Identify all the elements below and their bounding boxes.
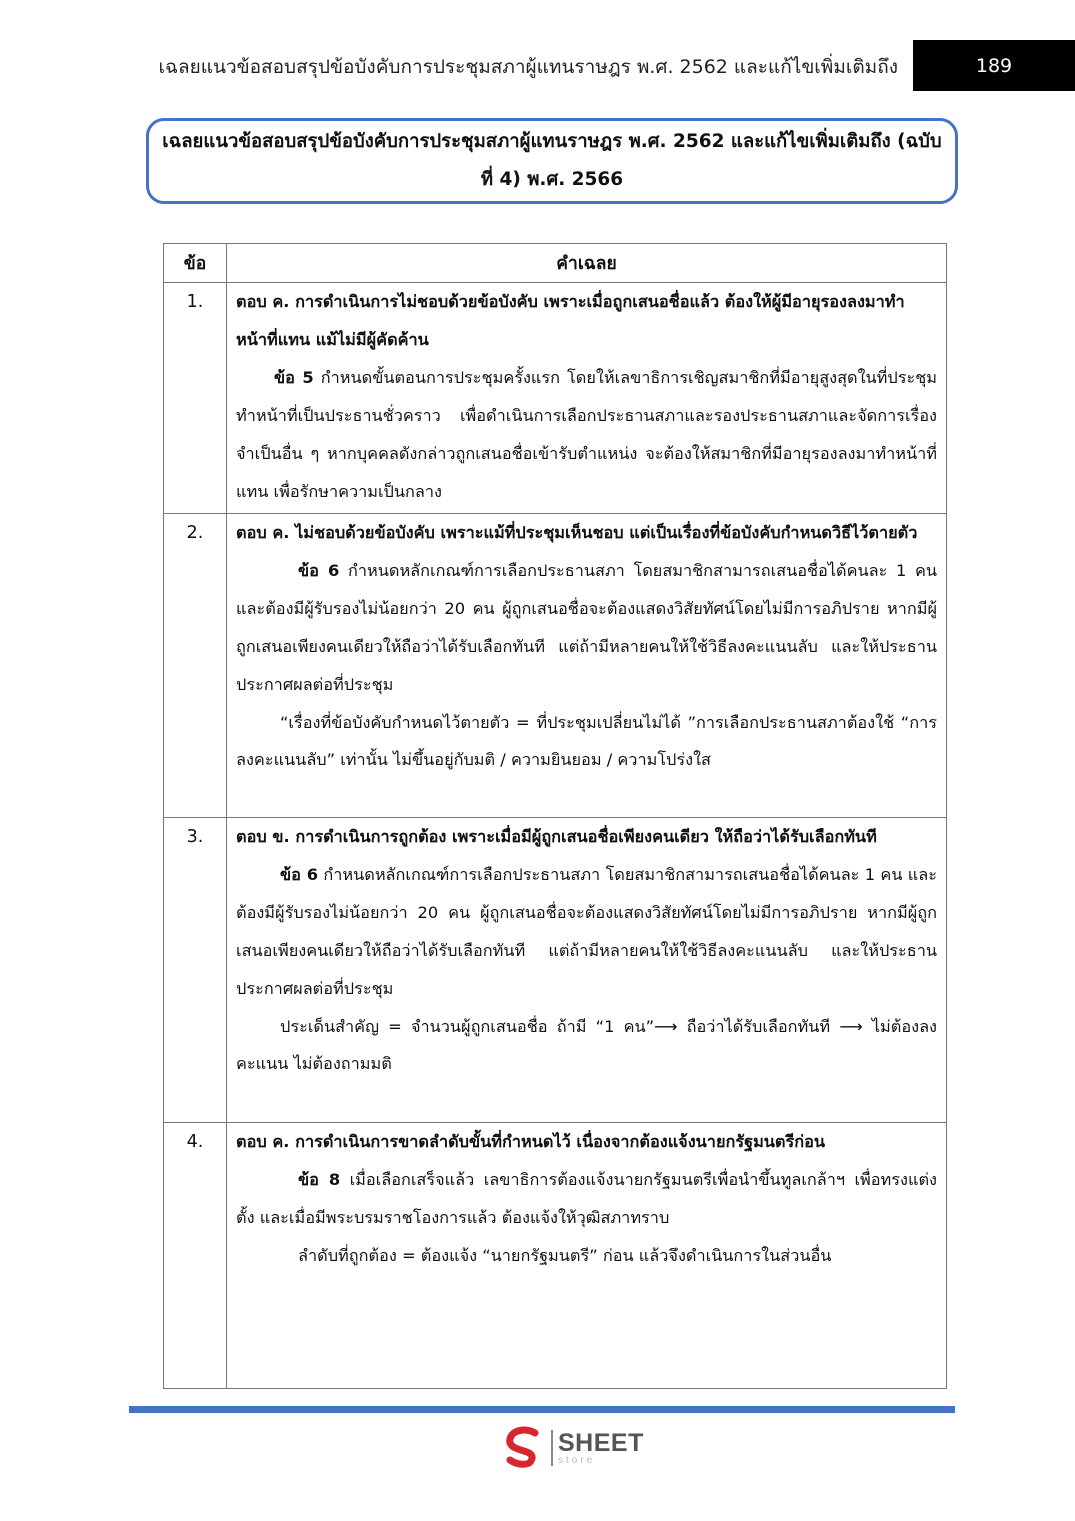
rule-text: กำหนดขั้นตอนการประชุมครั้งแรก โดยให้เลขาธิการเชิญสมาชิกที่มีอายุสูงสุดในที่ประชุมทำหน้าที่เป็นประธานชั่วคราว เพื่อดำเนินการเลือกประธานสภาและรองประธานสภาและจัดการเรื่องจำเป็นอื่น ๆ หากบุคคลดังกล่าวถูกเสนอชื่อเข้ารับตำแหน่ง จะต้องให้สมาชิกที่มีอายุรองลงมาทำหน้าที่แทน เพื่อรักษาความเป็นกลาง bbox=[236, 367, 938, 501]
column-header-answer: คำเฉลย bbox=[227, 244, 947, 283]
table-row bbox=[164, 283, 947, 514]
document-title-box bbox=[146, 118, 958, 204]
row-number: 1. bbox=[164, 283, 227, 514]
header-title: เฉลยแนวข้อสอบสรุปข้อบังคับการประชุมสภาผู้แทนราษฎร พ.ศ. 2562 และแก้ไขเพิ่มเติมถึง bbox=[158, 56, 898, 78]
column-header-no: ข้อ bbox=[164, 244, 227, 283]
rule-label: ข้อ 6 bbox=[280, 864, 319, 884]
answer-text: ตอบ ค. ไม่ชอบด้วยข้อบังคับ เพราะแม้ที่ประชุมเห็นชอบ แต่เป็นเรื่องที่ข้อบังคับกำหนดวิธีไว้ตายตัว bbox=[236, 523, 918, 542]
note-paragraph: ประเด็นสำคัญ = จำนวนผู้ถูกเสนอชื่อ ถ้ามี “1 คน”⟶ ถือว่าได้รับเลือกทันที ⟶ ไม่ต้องลงคะแนน ไม่ต้องถามมติ bbox=[236, 1016, 937, 1074]
rule-text: กำหนดหลักเกณฑ์การเลือกประธานสภา โดยสมาชิกสามารถเสนอชื่อได้คนละ 1 คน และต้องมีผู้รับรองไม่น้อยกว่า 20 คน ผู้ถูกเสนอชื่อจะต้องแสดงวิสัยทัศน์โดยไม่มีการอภิปราย หากมีผู้ถูกเสนอเพียงคนเดียวให้ถือว่าได้รับเลือกทันที แต่ถ้ามีหลายคนให้ใช้วิธีลงคะแนนลับ และให้ประธานประกาศผลต่อที่ประชุม bbox=[236, 560, 937, 694]
answer-table bbox=[163, 243, 947, 1389]
rule-label: ข้อ 8 bbox=[298, 1169, 341, 1189]
page-number: 189 bbox=[913, 40, 1075, 91]
s-logo-icon bbox=[500, 1425, 546, 1471]
rule-text: เมื่อเลือกเสร็จแล้ว เลขาธิการต้องแจ้งนายกรัฐมนตรีเพื่อนำขึ้นทูลเกล้าฯ เพื่อทรงแต่งตั้ง และเมื่อมีพระบรมราชโองการแล้ว ต้องแจ้งให้วุฒิสภาทราบ bbox=[236, 1169, 938, 1227]
logo-wordmark bbox=[558, 1428, 644, 1466]
rule-paragraph bbox=[236, 359, 937, 511]
rule-label: ข้อ 5 bbox=[274, 367, 314, 387]
table-row bbox=[164, 818, 947, 1123]
table-row bbox=[164, 1123, 947, 1389]
logo-divider bbox=[551, 1430, 553, 1466]
document-title: เฉลยแนวข้อสอบสรุปข้อบังคับการประชุมสภาผู้แทนราษฎร พ.ศ. 2562 และแก้ไขเพิ่มเติมถึง (ฉบับที่ 4) พ.ศ. 2566 bbox=[162, 131, 942, 190]
rule-text: กำหนดหลักเกณฑ์การเลือกประธานสภา โดยสมาชิกสามารถเสนอชื่อได้คนละ 1 คน และต้องมีผู้รับรองไม่น้อยกว่า 20 คน ผู้ถูกเสนอชื่อจะต้องแสดงวิสัยทัศน์โดยไม่มีการอภิปราย หากมีผู้ถูกเสนอเพียงคนเดียวให้ถือว่าได้รับเลือกทันที แต่ถ้ามีหลายคนให้ใช้วิธีลงคะแนนลับ และให้ประธานประกาศผลต่อที่ประชุม bbox=[236, 864, 937, 998]
row-number: 2. bbox=[164, 514, 227, 818]
row-number: 4. bbox=[164, 1123, 227, 1389]
rule-paragraph bbox=[236, 856, 937, 1008]
rule-label: ข้อ 6 bbox=[298, 560, 340, 580]
rule-paragraph bbox=[236, 552, 937, 704]
answer-cell bbox=[227, 283, 947, 514]
note-paragraph: ลำดับที่ถูกต้อง = ต้องแจ้ง “นายกรัฐมนตรี” ก่อน แล้วจึงดำเนินการในส่วนอื่น bbox=[298, 1245, 832, 1265]
answer-text: ตอบ ค. การดำเนินการไม่ชอบด้วยข้อบังคับ เพราะเมื่อถูกเสนอชื่อแล้ว ต้องให้ผู้มีอายุรองลงมาทำหน้าที่แทน แม้ไม่มีผู้คัดค้าน bbox=[236, 292, 905, 349]
answer-cell bbox=[227, 818, 947, 1123]
sheet-store-logo bbox=[500, 1425, 644, 1471]
footer-bar bbox=[129, 1406, 955, 1413]
answer-text: ตอบ ข. การดำเนินการถูกต้อง เพราะเมื่อมีผู้ถูกเสนอชื่อเพียงคนเดียว ให้ถือว่าได้รับเลือกทันที bbox=[236, 827, 877, 846]
row-number: 3. bbox=[164, 818, 227, 1123]
table-row bbox=[164, 514, 947, 818]
answer-cell bbox=[227, 514, 947, 818]
answer-text: ตอบ ค. การดำเนินการขาดลำดับขั้นที่กำหนดไว้ เนื่องจากต้องแจ้งนายกรัฐมนตรีก่อน bbox=[236, 1132, 826, 1151]
table-header-row bbox=[164, 244, 947, 283]
rule-paragraph bbox=[236, 1161, 937, 1237]
logo-word: SHEET bbox=[558, 1428, 644, 1457]
note-paragraph: “เรื่องที่ข้อบังคับกำหนดไว้ตายตัว = ที่ประชุมเปลี่ยนไม่ได้ ”การเลือกประธานสภาต้องใช้ “การลงคะแนนลับ” เท่านั้น ไม่ขึ้นอยู่กับมติ / ความยินยอม / ความโปร่งใส bbox=[236, 712, 937, 770]
answer-cell bbox=[227, 1123, 947, 1389]
logo-sub: store bbox=[558, 1454, 596, 1466]
